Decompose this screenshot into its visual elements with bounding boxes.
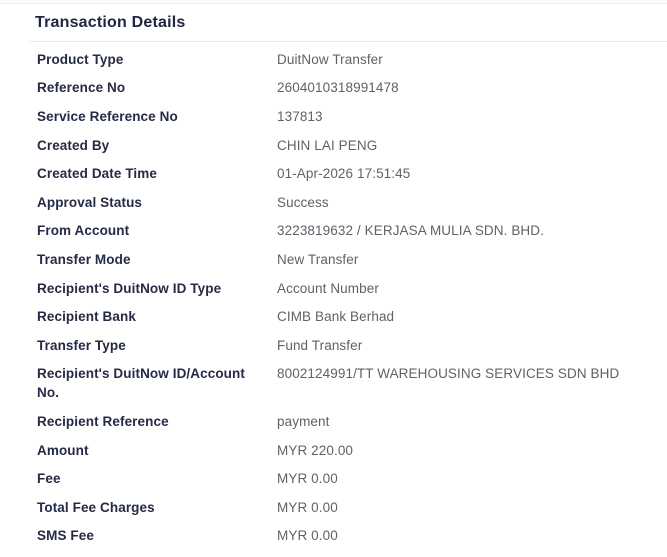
- detail-row-recipient-reference: [0, 407, 667, 436]
- detail-value: MYR 220.00: [277, 442, 354, 458]
- detail-row-recipient-duitnow-id-account-no: [0, 360, 667, 408]
- detail-label: Transfer Type: [37, 337, 126, 353]
- detail-label: From Account: [37, 223, 130, 239]
- detail-value: 01-Apr-2026 17:51:45: [277, 166, 411, 182]
- detail-value: MYR 0.00: [277, 528, 338, 544]
- detail-row-recipient-bank: [0, 302, 667, 331]
- detail-row-recipient-duitnow-id-type: [0, 274, 667, 303]
- detail-value: MYR 0.00: [277, 471, 338, 487]
- detail-value: 3223819632 / KERJASA MULIA SDN. BHD.: [277, 223, 544, 239]
- detail-row-fee: [0, 464, 667, 493]
- detail-row-service-reference-no: [0, 102, 667, 131]
- detail-label: Transfer Mode: [37, 251, 131, 267]
- detail-label: Approval Status: [37, 194, 143, 210]
- transaction-details-list: [0, 42, 667, 550]
- detail-label: Reference No: [37, 80, 126, 96]
- status-value: Success: [277, 194, 329, 210]
- detail-label: Fee: [37, 471, 61, 487]
- detail-value: CIMB Bank Berhad: [277, 309, 395, 325]
- detail-row-sms-fee: [0, 522, 667, 551]
- detail-value: MYR 0.00: [277, 499, 338, 515]
- detail-label: Created By: [37, 137, 110, 153]
- detail-row-created-by: [0, 131, 667, 160]
- detail-label: Amount: [37, 442, 89, 458]
- detail-label: Recipient Reference: [37, 413, 169, 429]
- detail-row-reference-no: [0, 74, 667, 103]
- detail-row-product-type: [0, 45, 667, 74]
- detail-label: Total Fee Charges: [37, 499, 155, 515]
- detail-value: DuitNow Transfer: [277, 51, 383, 67]
- detail-label: Product Type: [37, 51, 124, 67]
- detail-row-transfer-type: [0, 331, 667, 360]
- detail-row-total-fee-charges: [0, 493, 667, 522]
- detail-row-approval-status: [0, 188, 667, 217]
- detail-value: Account Number: [277, 280, 379, 296]
- detail-value: CHIN LAI PENG: [277, 137, 378, 153]
- detail-value: 8002124991/TT WAREHOUSING SERVICES SDN BHD: [277, 366, 620, 382]
- detail-row-from-account: [0, 217, 667, 246]
- section-header: [29, 4, 667, 42]
- detail-label: Created Date Time: [37, 166, 157, 182]
- detail-label: Service Reference No: [37, 108, 178, 124]
- detail-label: Recipient's DuitNow ID Type: [37, 280, 222, 296]
- detail-value: 137813: [277, 108, 323, 124]
- detail-row-created-date-time: [0, 159, 667, 188]
- detail-value: New Transfer: [277, 251, 359, 267]
- detail-label: Recipient Bank: [37, 309, 136, 325]
- detail-label: SMS Fee: [37, 528, 94, 544]
- detail-row-amount: [0, 436, 667, 465]
- detail-label: Recipient's DuitNow ID/Account No.: [37, 366, 245, 401]
- detail-value: Fund Transfer: [277, 337, 363, 353]
- detail-value: 2604010318991478: [277, 80, 399, 96]
- page-title: Transaction Details: [35, 14, 186, 31]
- detail-value: payment: [277, 413, 330, 429]
- detail-row-transfer-mode: [0, 245, 667, 274]
